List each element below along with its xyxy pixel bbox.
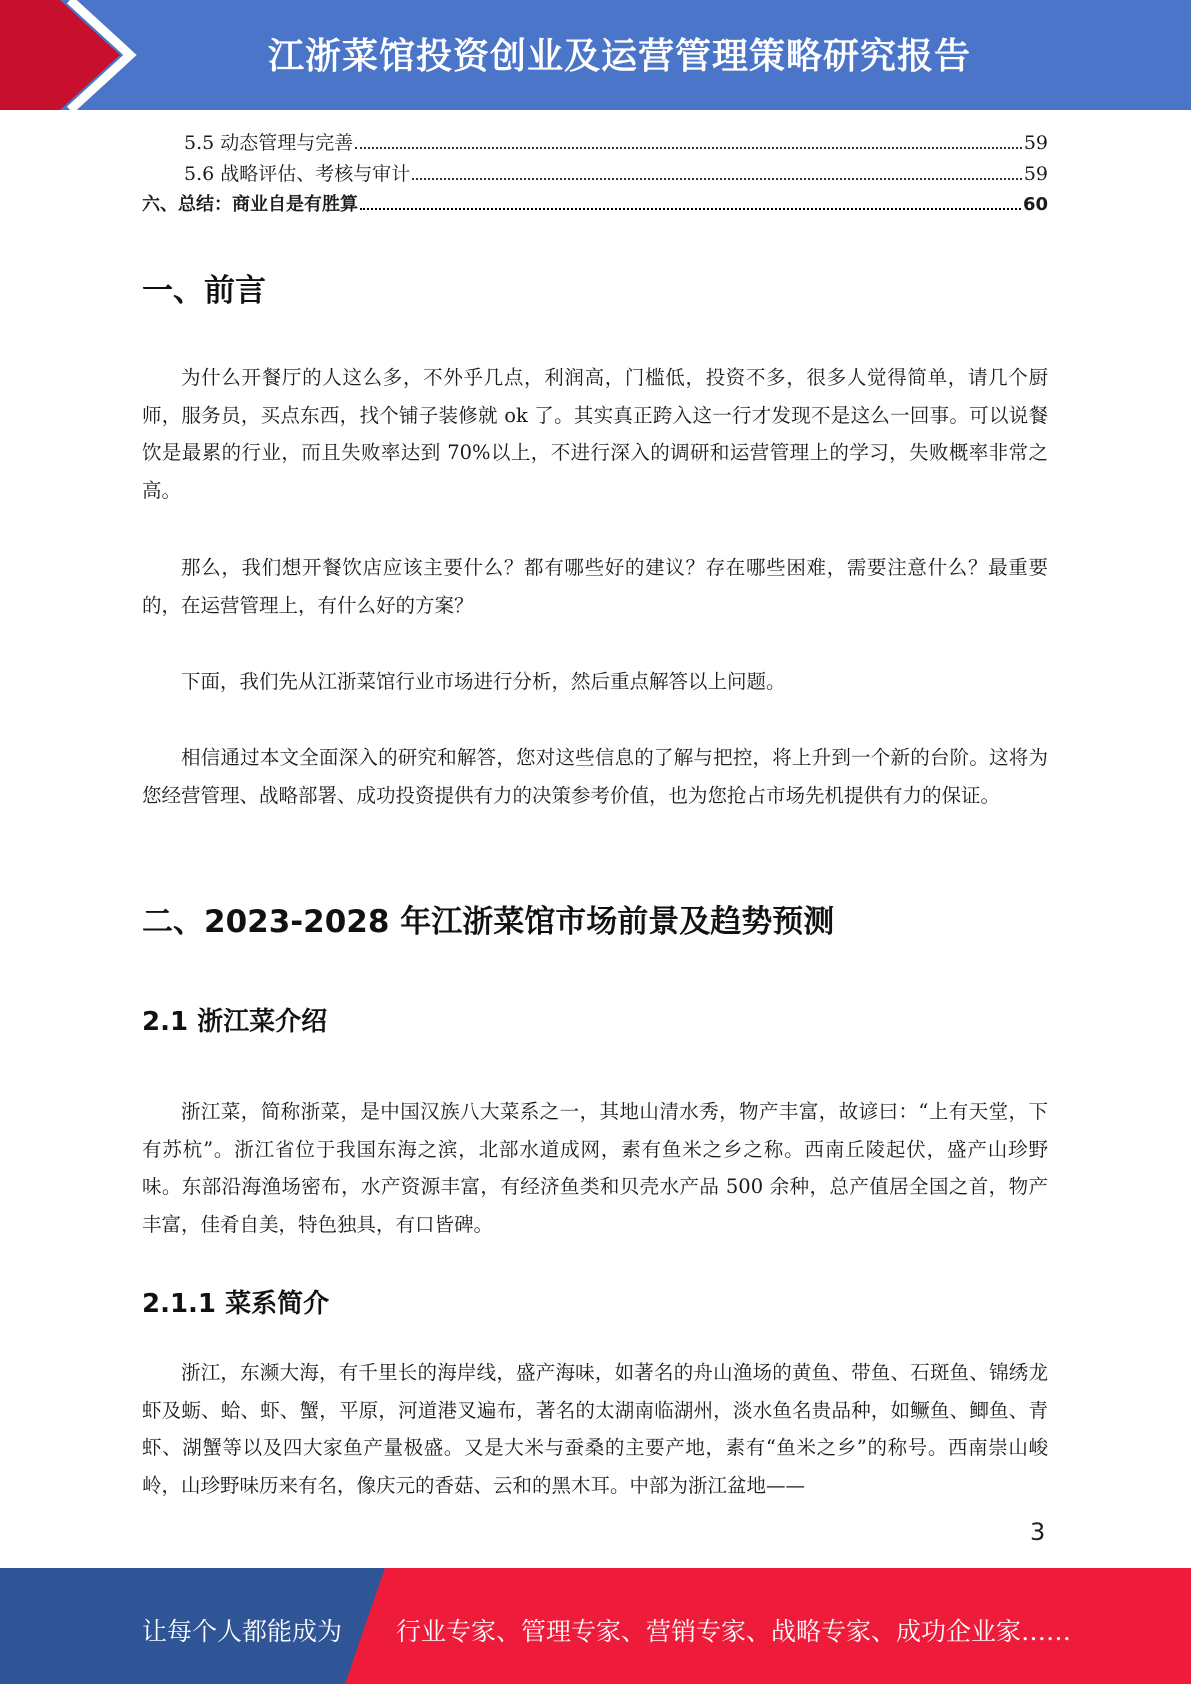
body-paragraph: 那么，我们想开餐饮店应该主要什么？都有哪些好的建议？存在哪些困难，需要注意什么？最重要的，在运营管理上，有什么好的方案？	[142, 556, 1048, 617]
page-number: 3	[1030, 1518, 1046, 1546]
toc-entry-label: 5.6 战略评估、考核与审计	[184, 163, 411, 185]
header-banner	[0, 0, 1191, 110]
footer-slogan-left: 让每个人都能成为	[142, 1617, 343, 1646]
footer-slogan-right: 行业专家、管理专家、营销专家、战略专家、成功企业家……	[396, 1617, 1072, 1646]
toc-entry-label: 5.5 动态管理与完善	[184, 132, 354, 154]
chevron-decoration-icon	[0, 0, 160, 110]
toc-entry-page: 59	[1023, 163, 1048, 185]
toc-entry[interactable]	[142, 128, 1048, 158]
toc-entry-page: 59	[1023, 132, 1048, 154]
toc-entry-page: 60	[1022, 194, 1048, 215]
subsection-heading: 2.1 浙江菜介绍	[142, 1007, 328, 1037]
report-title: 江浙菜馆投资创业及运营管理策略研究报告	[268, 36, 972, 77]
toc-leader-dots	[360, 194, 1021, 210]
toc-entry-label: 六、总结：商业自是有胜算	[142, 194, 358, 215]
body-paragraph: 为什么开餐厅的人这么多，不外乎几点，利润高，门槛低，投资不多，很多人觉得简单，请几个厨师，服务员，买点东西，找个铺子装修就 ok 了。其实真正跨入这一行才发现不是这么一回事。可以说餐饮是最累的行业，而且失败率达到 70%以上，不进行深入的调研和运营管理上的学习，失败概率非常之高。	[142, 366, 1048, 502]
body-paragraph: 相信通过本文全面深入的研究和解答，您对这些信息的了解与把控，将上升到一个新的台阶。这将为您经营管理、战略部署、成功投资提供有力的决策参考价值，也为您抢占市场先机提供有力的保证。	[142, 746, 1048, 807]
toc-entry[interactable]	[142, 159, 1048, 189]
body-paragraph: 下面，我们先从江浙菜馆行业市场进行分析，然后重点解答以上问题。	[181, 670, 786, 693]
section-heading: 二、2023-2028 年江浙菜馆市场前景及趋势预测	[142, 904, 835, 940]
body-paragraph: 浙江菜，简称浙菜，是中国汉族八大菜系之一，其地山清水秀，物产丰富，故谚曰：“上有天堂，下有苏杭”。浙江省位于我国东海之滨，北部水道成网，素有鱼米之乡之称。西南丘陵起伏，盛产山珍野味。东部沿海渔场密布，水产资源丰富，有经济鱼类和贝壳水产品 500 余种，总产值居全国之首，物产丰富，佳肴自美，特色独具，有口皆碑。	[142, 1100, 1048, 1236]
footer-banner	[0, 1568, 1191, 1684]
toc-entry[interactable]	[142, 190, 1048, 220]
toc-leader-dots	[355, 133, 1022, 149]
section-heading: 一、前言	[142, 273, 266, 309]
subsection-heading: 2.1.1 菜系简介	[142, 1289, 330, 1319]
body-paragraph: 浙江，东濒大海，有千里长的海岸线，盛产海味，如著名的舟山渔场的黄鱼、带鱼、石斑鱼、锦绣龙虾及蛎、蛤、虾、蟹，平原，河道港叉遍布，著名的太湖南临湖州，淡水鱼名贵品种，如鳜鱼、鲫鱼、青虾、湖蟹等以及四大家鱼产量极盛。又是大米与蚕桑的主要产地，素有“鱼米之乡”的称号。西南崇山峻岭，山珍野味历来有名，像庆元的香菇、云和的黑木耳。中部为浙江盆地——	[142, 1361, 1048, 1497]
toc-leader-dots	[412, 164, 1022, 180]
